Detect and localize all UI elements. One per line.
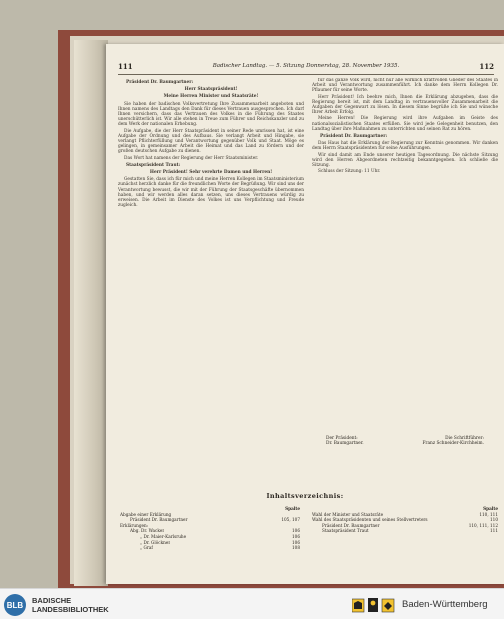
salutation: Herr Präsident! Sehr verehrte Damen und Herren! xyxy=(149,170,273,176)
signature-label-president: Der Präsident: xyxy=(326,436,358,441)
toc-entry-text: Präsident Dr. Baumgartner xyxy=(322,522,380,528)
toc-entry-page: 110, 111 xyxy=(479,511,498,517)
book-binding xyxy=(74,40,108,586)
speaker-heading: Staatspräsident Traut: xyxy=(126,162,181,168)
closing-line: Schluss der Sitzung: 11 Uhr. xyxy=(318,169,381,175)
toc-entry-page: 105, 107 xyxy=(281,517,300,523)
toc-title: Inhaltsverzeichnis: xyxy=(266,492,344,500)
toc-entry-text: Wahl der Minister und Staatsräte xyxy=(312,511,384,517)
paragraph: Wir sind damit am Ende unserer heutigen Tagesordnung. Die nächste Sitzung wird den Herren Abgeordneten rechtzeitig bekanntgegeben. Ich schließe die Sitzung. xyxy=(312,152,498,169)
toc-entry-text: „ Dr. Maier-Karlsruhe xyxy=(140,533,187,539)
toc-entry-page: 110 xyxy=(490,517,498,523)
toc-entry-page: 111 xyxy=(490,528,498,534)
toc-column-head: Spalte xyxy=(483,506,498,511)
left-text-column xyxy=(118,78,304,458)
paragraph: für das ganze Volk wird, nicht nur alle wirklich kraftvollen Glieder des Staates in Arbeit und Verantwortung zusammenführt. Ich danke dem Herrn Kollegen Dr. Pflaumer für seine Worte. xyxy=(312,78,498,94)
toc-left xyxy=(120,506,300,551)
toc-entry xyxy=(120,545,300,551)
signature-name-president: Dr. Baumgartner. xyxy=(326,441,364,447)
right-text-column xyxy=(312,78,498,458)
page-number-left: 111 xyxy=(118,62,133,71)
library-name xyxy=(32,596,109,614)
speaker-heading: Präsident Dr. Baumgartner: xyxy=(320,134,388,140)
toc-entry-text: Erklärungen: xyxy=(120,522,149,528)
library-name-line2: LANDESBIBLIOTHEK xyxy=(32,605,109,614)
paragraph: Meine Herren! Die Regierung wird ihre Aufgaben im Geiste des nationalsozialistischen Staates erfüllen. Sie wird jede Gelegenheit benutzen, den Landtag über ihre Maßnahmen zu unterrichten und seinen Rat zu hören. xyxy=(312,116,498,132)
signature-label-secretary: Die Schriftführer: xyxy=(445,436,484,441)
toc-entry-page: 106 xyxy=(292,528,300,534)
toc-entry-text: Staatspräsident Traut xyxy=(322,528,369,534)
toc-entry-text: Abgabe einer Erklärung xyxy=(120,511,172,517)
toc-entry xyxy=(312,528,498,534)
signature-name-secretary: Franz Schneider-Kirchheim. xyxy=(422,441,484,447)
paragraph: Herr Präsident! Ich beehre mich, Ihnen die Erklärung abzugeben, dass die Regierung bereit ist, mit dem Landtag in vertrauensvoller Zusammenarbeit die Aufgaben der Gegenwart zu lösen. In diesem Sinne begrüße ich Sie und wünsche Ihrer Arbeit Erfolg. xyxy=(312,94,498,116)
toc-entry-page: 110, 111, 112 xyxy=(468,522,498,528)
header-rule xyxy=(118,74,494,75)
paragraph: Gestatten Sie, dass ich für mich und meine Herren Kollegen im Staatsministerium zunächst herzlich danke für die freundlichen Worte der Begrüßung. Wir sind uns der Verantwortung bewusst, die wir mit der Führung der Staatsgeschäfte übernommen haben, und wir werden alles daran setzen, uns dieses Vertrauens würdig zu erweisen. Die Arbeit im Dienste des Volkes ist uns Verpflichtung und Freude zugleich. xyxy=(118,177,304,209)
state-name: Baden-Württemberg xyxy=(402,599,488,610)
toc-entry-text: Wahl des Staatspräsidenten und seines Stellvertreters xyxy=(312,517,428,523)
toc-column-head: Spalte xyxy=(285,506,300,511)
salutation: Herr Staatspräsident! xyxy=(184,87,238,93)
running-title: Badischer Landtag. — 5. Sitzung Donnerstag, 28. November 1935. xyxy=(212,63,400,69)
toc-entry-page: 106 xyxy=(292,533,300,539)
paragraph: Sie haben der badischen Volksvertretung Ihre Zusammenarbeit angeboten und Ihnen namens des Landtags den Dank für dieses Vertrauen ausgesprochen. Ich darf Ihnen versichern, dass das Vertrauen des Volkes in die Führung des Staates unerschütterlich ist. Wir alle stehen in Treue zum Führer und Reichskanzler und zu dem Werk der nationalen Erhebung. xyxy=(118,101,304,128)
toc-entry-page: 106 xyxy=(292,539,300,545)
toc-right-rows xyxy=(312,512,498,534)
page-number-right: 112 xyxy=(479,62,494,71)
toc-entry-page: 108 xyxy=(292,545,300,551)
toc-entry-text: Abg. Dr. Wacker xyxy=(130,528,165,534)
paragraph: Das Wort hat namens der Regierung der Herr Staatsminister. xyxy=(124,155,259,161)
salutation: Meine Herren Minister und Staatsräte! xyxy=(163,94,259,100)
signature-block xyxy=(312,436,498,446)
toc-entry-text: Präsident Dr. Baumgartner xyxy=(130,517,188,523)
library-name-line1: BADISCHE xyxy=(32,596,72,605)
document-page xyxy=(106,44,504,584)
paragraph: Die Aufgabe, die der Herr Staatspräsident in seiner Rede umrissen hat, ist eine Aufgabe der Ordnung und des Aufbaus. Sie verlangt Arbeit und Hingabe, sie verlangt Pflichterfüllung und Verantwortung gegenüber Volk und Staat. Möge es gelingen, in gemeinsamer Arbeit die Heimat und das Land zu fördern und der großen deutschen Aufgabe zu dienen. xyxy=(118,128,304,155)
speaker-heading: Präsident Dr. Baumgartner: xyxy=(126,80,194,85)
toc-left-rows xyxy=(120,512,300,551)
toc-entry-text: „ Graf xyxy=(140,545,153,551)
blb-logo: BLB xyxy=(4,594,26,616)
paragraph: Das Haus hat die Erklärung der Regierung zur Kenntnis genommen. Wir danken dem Herrn Staatspräsidenten für seine Ausführungen. xyxy=(312,141,498,152)
viewer-footer xyxy=(0,588,504,619)
toc-entry-text: „ Dr. Glöckner xyxy=(140,539,171,545)
toc-right xyxy=(312,506,498,534)
baden-wuerttemberg-crest-icon xyxy=(352,596,396,614)
running-header xyxy=(118,62,494,74)
